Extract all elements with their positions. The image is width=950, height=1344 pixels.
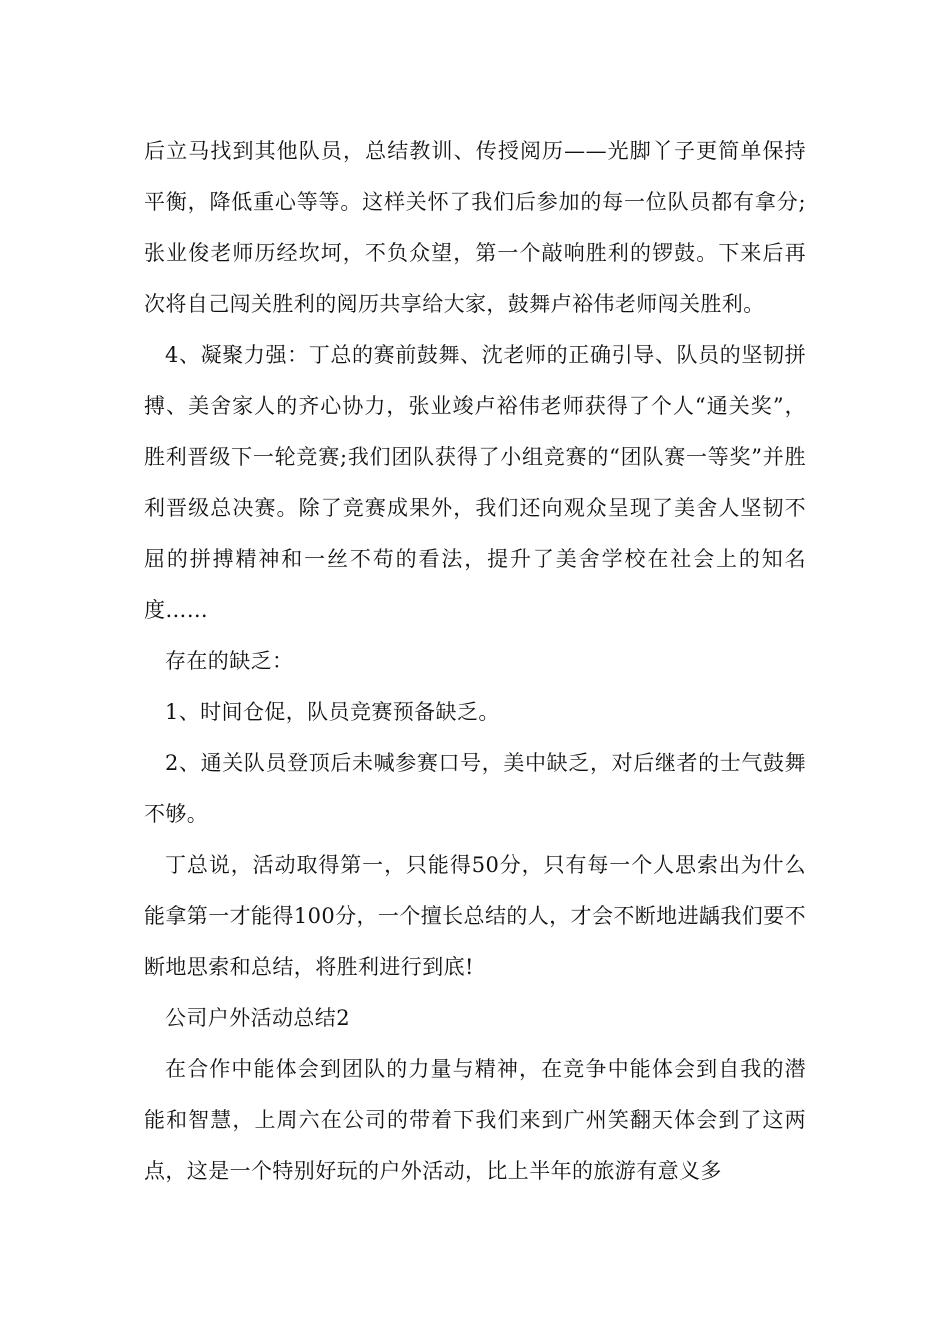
paragraph-shortcoming-1: 1、时间仓促，队员竞赛预备缺乏。: [165, 700, 500, 724]
section-title: 公司户外活动总结2: [165, 1006, 350, 1030]
paragraph-continuation: 后立马找到其他队员，总结教训、传授阅历——光脚丫子更简单保持平衡，降低重心等等。这样关怀了我们后参加的每一位队员都有拿分;张业俊老师历经坎坷，不负众望，第一个敲响胜利的锣鼓。下来后再次将自己闯关胜利的阅历共享给大家，鼓舞卢裕伟老师闯关胜利。: [144, 139, 806, 316]
paragraph-intro: 在合作中能体会到团队的力量与精神，在竞争中能体会到自我的潜能和智慧，上周六在公司的带着下我们来到广州笑翻天体会到了这两点，这是一个特别好玩的户外活动，比上半年的旅游有意义多: [144, 1057, 806, 1183]
paragraph-cohesion: 4、凝聚力强：丁总的赛前鼓舞、沈老师的正确引导、队员的坚韧拼搏、美舍家人的齐心协力，张业竣卢裕伟老师获得了个人“通关奖”，胜利晋级下一轮竞赛;我们团队获得了小组竞赛的“团队赛一等奖”并胜利晋级总决赛。除了竞赛成果外，我们还向观众呈现了美舍人坚韧不屈的拼搏精神和一丝不苟的看法，提升了美舍学校在社会上的知名度……: [144, 343, 806, 622]
paragraph-shortcomings-heading: 存在的缺乏：: [165, 649, 294, 673]
document-body: [144, 126, 806, 1197]
paragraph-shortcoming-2: 2、通关队员登顶后未喊参赛口号，美中缺乏，对后继者的士气鼓舞不够。: [144, 751, 806, 826]
paragraph-summary: 丁总说，活动取得第一，只能得50分，只有每一个人思索出为什么能拿第一才能得100分，一个擅长总结的人，才会不断地进龋我们要不断地思索和总结，将胜利进行到底!: [144, 853, 806, 979]
